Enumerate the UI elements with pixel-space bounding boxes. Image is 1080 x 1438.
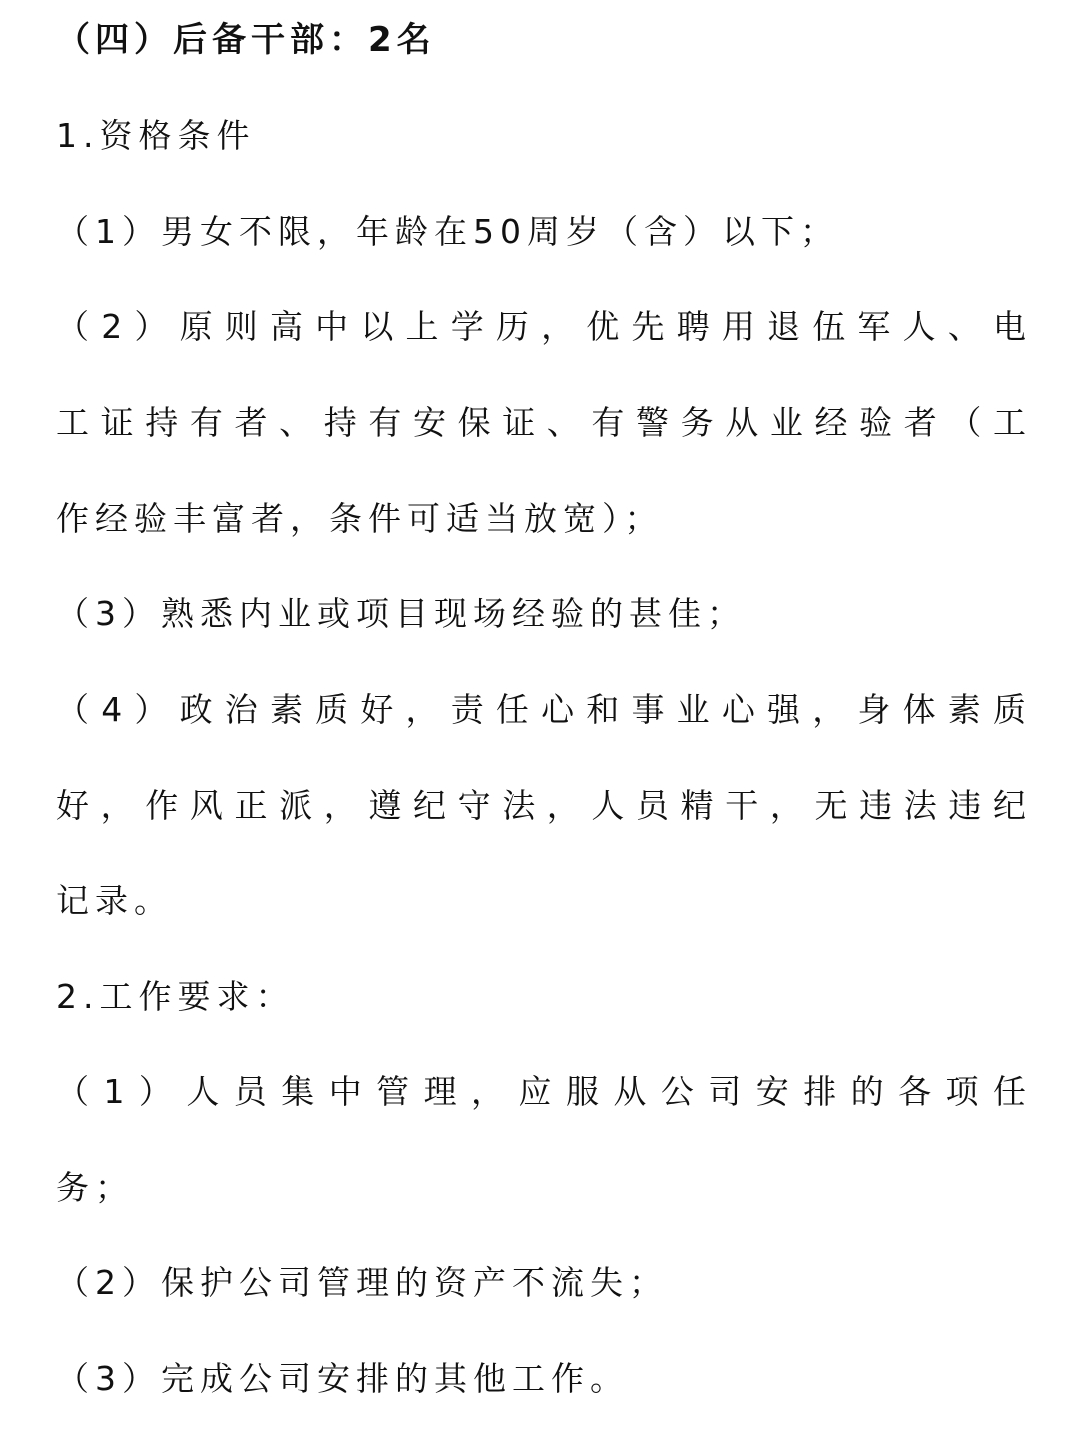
requirement-item-3: （3）完成公司安排的其他工作。 (56, 1359, 629, 1398)
qualification-item-4-line-2: 好，作风正派，遵纪守法，人员精干，无违法违纪 (56, 786, 1028, 825)
section-heading: （四）后备干部：2名 (56, 20, 436, 60)
qualification-item-3: （3）熟悉内业或项目现场经验的甚佳； (56, 594, 746, 633)
subsection-work-requirements: 2.工作要求： (56, 977, 295, 1016)
qualification-item-2-line-3: 作经验丰富者，条件可适当放宽）； (56, 499, 664, 538)
qualification-item-4-line-3: 记录。 (56, 881, 173, 920)
requirement-item-1-line-1: （1）人员集中管理，应服从公司安排的各项任 (56, 1072, 1028, 1111)
qualification-item-1: （1）男女不限，年龄在50周岁（含）以下； (56, 212, 839, 251)
subsection-qualifications: 1.资格条件 (56, 116, 256, 155)
requirement-item-2: （2）保护公司管理的资产不流失； (56, 1263, 668, 1302)
qualification-item-4-line-1: （4）政治素质好，责任心和事业心强，身体素质 (56, 690, 1028, 729)
qualification-item-2-line-2: 工证持有者、持有安保证、有警务从业经验者（工 (56, 403, 1028, 442)
requirement-item-1-line-2: 务； (56, 1168, 134, 1207)
qualification-item-2-line-1: （2）原则高中以上学历，优先聘用退伍军人、电 (56, 307, 1028, 346)
